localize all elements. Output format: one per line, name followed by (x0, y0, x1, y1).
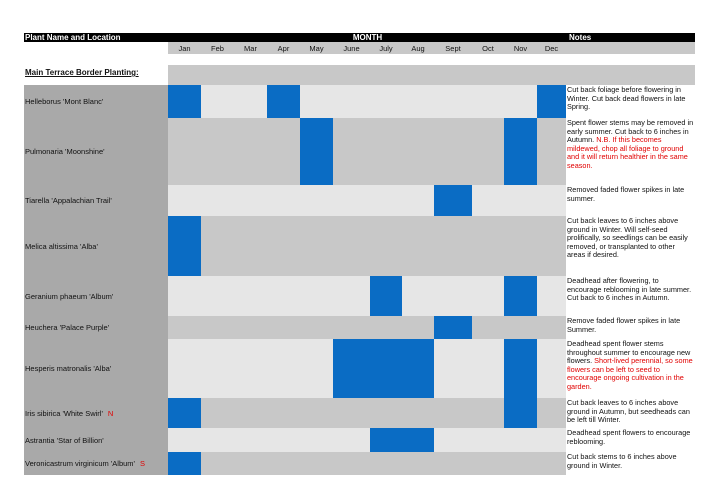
active-month-cell (370, 276, 402, 316)
plant-name-cell (24, 216, 168, 276)
month-band-row (168, 428, 566, 452)
active-month-cell (267, 85, 300, 118)
active-month-cell (402, 339, 434, 398)
plant-note (566, 428, 695, 452)
active-month-cell (537, 85, 566, 118)
active-month-cell (504, 276, 537, 316)
active-month-cell (504, 118, 537, 185)
month-band-row (168, 316, 566, 339)
month-label-sept: Sept (445, 44, 461, 53)
plant-name-cell (24, 185, 168, 216)
active-month-cell (370, 339, 402, 398)
plant-name-cell (24, 398, 168, 428)
plant-note (566, 85, 695, 118)
plant-name-cell (24, 452, 168, 475)
month-label-oct: Oct (482, 44, 494, 53)
note-warning-text: N.B. If this becomes mildewed, chop all foliage to ground and it will return healthier in the same season. (567, 135, 688, 170)
active-month-cell (434, 316, 472, 339)
active-month-cell (434, 185, 472, 216)
planting-schedule-sheet (24, 33, 695, 475)
plant-note (566, 276, 695, 316)
plant-flag: S (139, 459, 145, 468)
plant-note (566, 398, 695, 428)
note-text: Deadhead spent flowers to encourage reblooming. (567, 428, 691, 446)
month-label-may: May (309, 44, 324, 53)
plant-note (566, 185, 695, 216)
month-header: MONTH (168, 33, 566, 42)
active-month-cell (402, 428, 434, 452)
active-month-cell (504, 398, 537, 428)
plant-name: Heuchera 'Palace Purple' (25, 323, 110, 332)
plant-name: Tiarella 'Appalachian Trail' (25, 196, 112, 205)
note-text: Cut back stems to 6 inches above ground in Winter. (567, 452, 677, 470)
plant-name: Veronicastrum virginicum 'Album' (25, 459, 135, 468)
note-text: Removed faded flower spikes in late summer. (567, 185, 685, 203)
plant-name-cell (24, 85, 168, 118)
month-label-feb: Feb (211, 44, 224, 53)
month-label-nov: Nov (513, 44, 528, 53)
month-band-row (168, 452, 566, 475)
plant-note (566, 118, 695, 185)
month-label-jan: Jan (178, 44, 191, 53)
section-band (168, 65, 695, 85)
month-label-mar: Mar (244, 44, 257, 53)
notes-header: Notes (566, 33, 695, 42)
plant-name-cell (24, 118, 168, 185)
plant-note (566, 452, 695, 475)
note-text: Deadhead spent flower stems throughout summer to encourage new flowers. (567, 339, 691, 366)
plant-name: Helleborus 'Mont Blanc' (25, 97, 104, 106)
month-band-row (168, 85, 566, 118)
plant-name-cell (24, 316, 168, 339)
month-label-apr: Apr (277, 44, 290, 53)
note-text: Cut back leaves to 6 inches above ground in Autumn, but seedheads can be left till Winter. (567, 398, 690, 425)
active-month-cell (370, 428, 402, 452)
active-month-cell (333, 339, 370, 398)
month-band-row (168, 185, 566, 216)
month-label-july: July (379, 44, 393, 53)
plant-name-cell (24, 339, 168, 398)
note-text: Cut back leaves to 6 inches above ground in Winter. Will self-seed prolifically, so seedlings can be easily removed, or transplanted to other areas if desired. (567, 216, 688, 260)
month-row-name-gap (24, 42, 168, 54)
active-month-cell (504, 339, 537, 398)
plant-name: Hesperis matronalis 'Alba' (25, 364, 112, 373)
note-text: Deadhead after flowering, to encourage reblooming in late summer. Cut back to 6 inches in Autumn. (567, 276, 692, 303)
plant-name: Geranium phaeum 'Album' (25, 291, 114, 301)
note-text: Spent flower stems may be removed in early summer. Cut back to 6 inches in Autumn. (567, 118, 694, 145)
plant-name: Melica altissima 'Alba' (25, 241, 98, 251)
plant-name: Pulmonaria 'Moonshine' (25, 147, 105, 156)
plant-note (566, 339, 695, 398)
plant-name-cell (24, 276, 168, 316)
plant-name: Iris sibirica 'White Swirl' (25, 408, 103, 418)
active-month-cell (168, 398, 201, 428)
active-month-cell (300, 118, 333, 185)
plant-flag: N (107, 408, 114, 418)
month-label-june: June (343, 44, 360, 53)
month-band-row (168, 216, 566, 276)
month-label-aug: Aug (411, 44, 425, 53)
note-warning-text: Short-lived perennial, so some flowers can be left to seed to encourage ongoing cultivation in the garden. (567, 356, 693, 391)
section-title: Main Terrace Border Planting: (25, 68, 139, 77)
plant-name-cell (24, 428, 168, 452)
active-month-cell (168, 452, 201, 475)
month-label-dec: Dec (544, 44, 559, 53)
active-month-cell (168, 85, 201, 118)
active-month-cell (168, 216, 201, 276)
plant-note (566, 316, 695, 339)
plant-note (566, 216, 695, 276)
spacer-band (168, 54, 695, 65)
note-text: Remove faded flower spikes in late Summer. (567, 316, 681, 334)
plant-column-header: Plant Name and Location (24, 33, 168, 42)
plant-name: Astrantia 'Star of Billion' (25, 435, 104, 445)
note-text: Cut back foliage before flowering in Winter. Cut back dead flowers in late Spring. (567, 85, 686, 112)
